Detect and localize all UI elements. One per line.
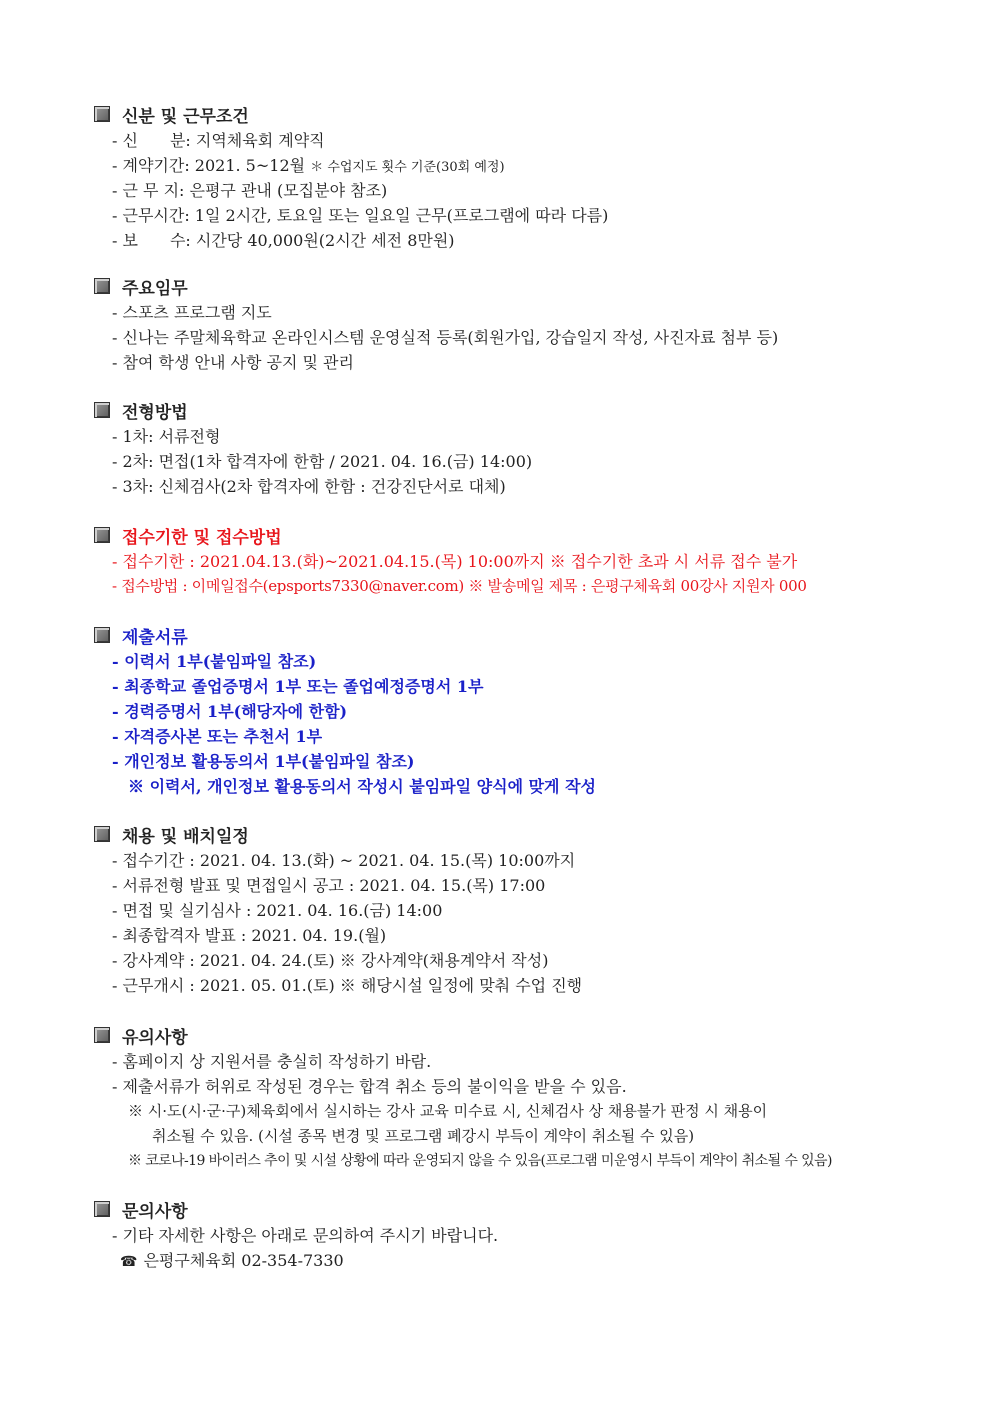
duty-line: - 신나는 주말체육학교 온라인시스템 운영실적 등록(회원가입, 강습일지 작성, 사진자료 첨부 등) <box>112 328 779 347</box>
schedule-line: - 근무개시 : 2021. 05. 01.(토) ※ 해당시설 일정에 맞춰 수업 진행 <box>112 976 583 995</box>
heading-text: 문의사항 <box>122 1201 188 1222</box>
document-item: - 최종학교 졸업증명서 1부 또는 졸업예정증명서 1부 <box>112 677 484 696</box>
contract-period: - 계약기간: 2021. 5~12월 <box>112 156 306 175</box>
heading-text: 유의사항 <box>122 1027 188 1048</box>
document-item: - 이력서 1부(붙임파일 참조) <box>112 652 317 671</box>
section-heading <box>94 272 914 300</box>
telephone-icon: ☎ <box>120 1254 138 1270</box>
status-line: - 보 수: 시간당 40,000원(2시간 세전 8만원) <box>112 231 455 250</box>
status-line: - 근 무 지: 은평구 관내 (모집분야 참조) <box>112 181 388 200</box>
heading-text: 신분 및 근무조건 <box>122 106 249 127</box>
heading-text: 제출서류 <box>122 627 188 648</box>
notes-line: - 제출서류가 허위로 작성된 경우는 합격 취소 등의 불이익을 받을 수 있음. <box>112 1077 627 1096</box>
section-schedule <box>94 820 914 998</box>
application-method: - 접수방법 : 이메일접수(epsports7330@naver.com) ※ 발송메일 제목 : 은평구체육회 00강사 지원자 000 <box>112 577 807 595</box>
notes-covid-remark: ※ 코로나-19 바이러스 추이 및 시설 상황에 따라 운영되지 않을 수 있음(프로그램 미운영시 부득이 계약이 취소될 수 있음) <box>128 1153 832 1169</box>
schedule-line: - 강사계약 : 2021. 04. 24.(토) ※ 강사계약(채용계약서 작성) <box>112 951 549 970</box>
section-duties <box>94 272 914 375</box>
status-line: - 신 분: 지역체육회 계약직 <box>112 131 325 150</box>
phone-number: 은평구체육회 02-354-7330 <box>143 1251 344 1270</box>
status-line: - 근무시간: 1일 2시간, 토요일 또는 일요일 근무(프로그램에 따라 다름) <box>112 206 609 225</box>
contact-phone <box>94 1248 914 1273</box>
heading-text: 채용 및 배치일정 <box>122 826 249 847</box>
status-line <box>94 153 914 178</box>
selection-line: - 3차: 신체검사(2차 합격자에 한함 : 건강진단서로 대체) <box>112 477 506 496</box>
section-selection <box>94 396 914 499</box>
square-bullet-icon <box>94 826 110 842</box>
document-item: - 개인정보 활용동의서 1부(붙임파일 참조) <box>112 752 415 771</box>
schedule-line: - 접수기간 : 2021. 04. 13.(화) ~ 2021. 04. 15.(목) 10:00까지 <box>112 851 576 870</box>
section-notes <box>94 1021 914 1174</box>
contact-line: - 기타 자세한 사항은 아래로 문의하여 주시기 바랍니다. <box>112 1226 499 1245</box>
application-deadline: - 접수기한 : 2021.04.13.(화)~2021.04.15.(목) 10:00까지 ※ 접수기한 초과 시 서류 접수 불가 <box>112 552 798 571</box>
square-bullet-icon <box>94 627 110 643</box>
duty-line: - 참여 학생 안내 사항 공지 및 관리 <box>112 353 354 372</box>
document-note: ※ 이력서, 개인정보 활용동의서 작성시 붙임파일 양식에 맞게 작성 <box>128 777 596 796</box>
square-bullet-icon <box>94 527 110 543</box>
heading-text: 전형방법 <box>122 402 188 423</box>
section-heading <box>94 396 914 424</box>
duty-line: - 스포츠 프로그램 지도 <box>112 303 272 322</box>
section-heading <box>94 820 914 848</box>
contract-note: ＊ 수업지도 횟수 기준(30회 예정) <box>310 160 505 175</box>
square-bullet-icon <box>94 1027 110 1043</box>
document-item: - 자격증사본 또는 추천서 1부 <box>112 727 323 746</box>
section-heading <box>94 621 914 649</box>
heading-text: 주요임무 <box>122 278 188 299</box>
square-bullet-icon <box>94 106 110 122</box>
schedule-line: - 최종합격자 발표 : 2021. 04. 19.(월) <box>112 926 387 945</box>
section-status <box>94 100 914 253</box>
section-heading <box>94 1195 914 1223</box>
notes-remark: ※ 시·도(시·군·구)체육회에서 실시하는 강사 교육 미수료 시, 신체검사 상 채용불가 판정 시 채용이 <box>128 1102 768 1120</box>
notes-line: - 홈페이지 상 지원서를 충실히 작성하기 바람. <box>112 1052 432 1071</box>
schedule-line: - 서류전형 발표 및 면접일시 공고 : 2021. 04. 15.(목) 17:00 <box>112 876 546 895</box>
section-heading <box>94 521 914 549</box>
section-documents <box>94 621 914 799</box>
schedule-line: - 면접 및 실기심사 : 2021. 04. 16.(금) 14:00 <box>112 901 443 920</box>
section-application <box>94 521 914 599</box>
heading-text: 접수기한 및 접수방법 <box>122 527 282 548</box>
section-contact <box>94 1195 914 1273</box>
square-bullet-icon <box>94 1201 110 1217</box>
document-item: - 경력증명서 1부(해당자에 한함) <box>112 702 348 721</box>
section-heading <box>94 100 914 128</box>
square-bullet-icon <box>94 402 110 418</box>
selection-line: - 1차: 서류전형 <box>112 427 221 446</box>
selection-line: - 2차: 면접(1차 합격자에 한함 / 2021. 04. 16.(금) 14:00) <box>112 452 533 471</box>
square-bullet-icon <box>94 278 110 294</box>
notes-remark-continued: 취소될 수 있음. (시설 종목 변경 및 프로그램 폐강시 부득이 계약이 취소될 수 있음) <box>152 1127 695 1145</box>
section-heading <box>94 1021 914 1049</box>
